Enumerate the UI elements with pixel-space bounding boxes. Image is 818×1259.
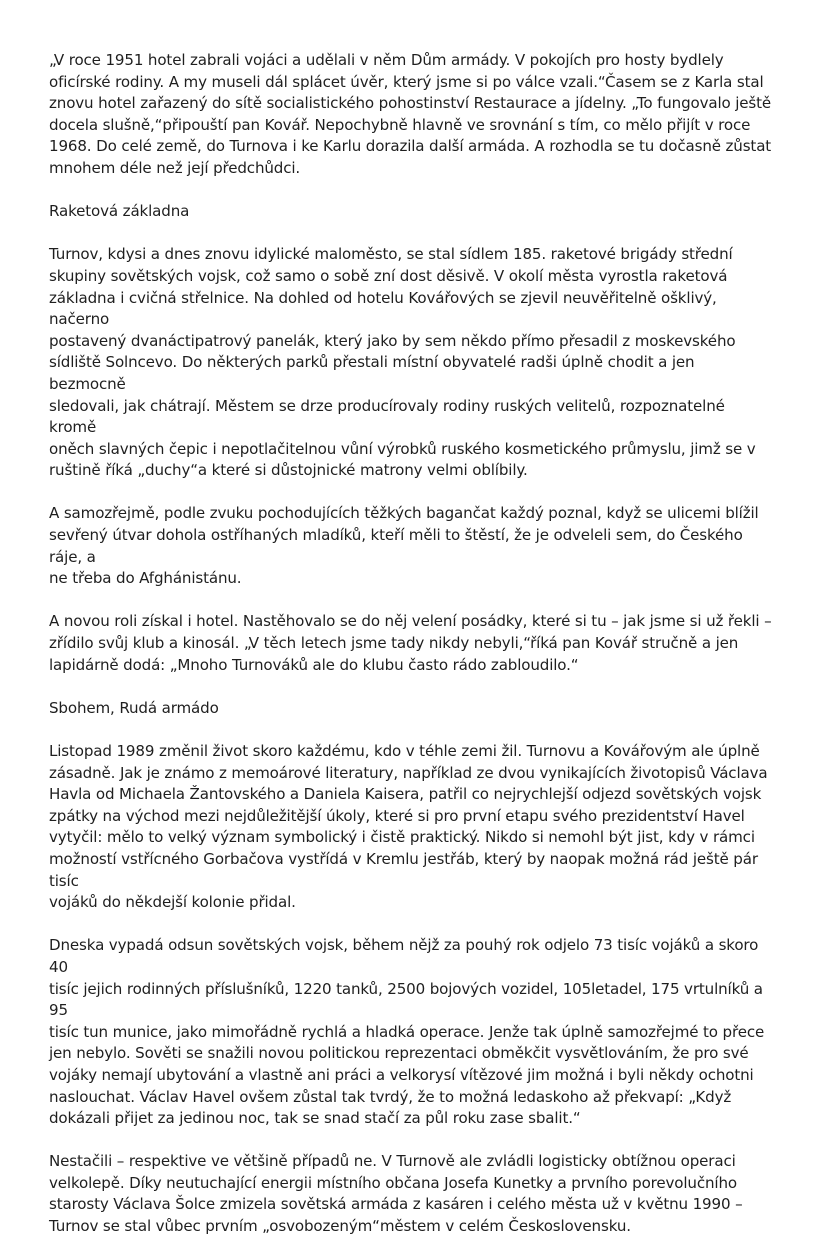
paragraph-turnov-brigade: Turnov, kdysi a dnes znovu idylické maloměsto, se stal sídlem 185. raketové brigády střední skupiny sovětských vojsk, což samo o sobě zní dost děsivě. V okolí města vyrostla raketová základna i cvičná střelnice. Na dohled od hotelu Kovářových se zjevil neuvěřitelně ošklivý, načerno postavený dvanáctipatrový panelák, který jako by sem někdo přímo přesadil z moskevského sídliště Solncevo. Do některých parků přestali místní obyvatelé radši úplně chodit a jen bezmocně sledovali, jak chátrají. Městem se drze producírovaly rodiny ruských velitelů, rozpoznatelné kromě oněch slavných čepic i nepotlačitelnou vůní výrobků ruského kosmetického průmyslu, jimž se v ruštině říká „duchy“a které si důstojnické matrony velmi oblíbily. <box>49 245 756 480</box>
paragraph-troop-withdrawal: Dneska vypadá odsun sovětských vojsk, během nějž za pouhý rok odjelo 73 tisíc vojáků a skoro 40 tisíc jejich rodinných příslušníků, 1220 tanků, 2500 bojových vozidel, 105letadel, 175 vrtulníků a 95 tisíc tun munice, jako mimořádně rychlá a hladká operace. Jenže tak úplně samozřejmé to přece jen nebylo. Sověti se snažili novou politickou reprezentaci obměkčit vysvětlováním, že pro své vojáky nemají ubytování a vlastně ani práci a velkorysí vítězové jim možná i byli někdy ochotni naslouchat. Václav Havel ovšem zůstal tak tvrdý, že to možná ledaskoho až překvapí: „Když dokázali přijet za jedinou noc, tak se snad stačí za půl roku zase sbalit.“ <box>49 936 765 1128</box>
article-body <box>49 50 774 1259</box>
paragraph-hotel-dum-armady: „V roce 1951 hotel zabrali vojáci a udělali v něm Dům armády. V pokojích pro hosty bydlely oficírské rodiny. A my museli dál splácet úvěr, který jsme si po válce vzali.“Časem se z Karla stal znovu hotel zařazený do sítě socialistického pohostinství Restaurace a jídelny. „To fungovalo ještě docela slušně,“připouští pan Kovář. Nepochybně hlavně ve srovnání s tím, co mělo přijít v roce 1968. Do celé země, do Turnova i ke Karlu dorazila další armáda. A rozhodla se tu dočasně zůstat mnohem déle než její předchůdci. <box>49 51 772 177</box>
paragraph-hotel-new-role: A novou roli získal i hotel. Nastěhovalo se do něj velení posádky, které si tu – jak jsme si už řekli – zřídilo svůj klub a kinosál. „V těch letech jsme tady nikdy nebyli,“říká pan Kovář stručně a jen lapidárně dodá: „Mnoho Turnováků ale do klubu často rádo zabloudilo.“ <box>49 612 772 674</box>
paragraph-turnov-liberated: Nestačili – respektive ve většině případů ne. V Turnově ale zvládli logisticky obtížnou operaci velkolepě. Díky neutuchající energii místního občana Josefa Kunetky a prvního porevolučního starosty Václava Šolce zmizela sovětská armáda z kasáren i celého města už v květnu 1990 – Turnov se stal vůbec prvním „osvobozeným“městem v celém Československu. <box>49 1152 743 1236</box>
section-heading-raketova-zakladna: Raketová základna <box>49 202 190 221</box>
section-heading-sbohem-ruda-armado: Sbohem, Rudá armádo <box>49 698 219 717</box>
paragraph-marching-soldiers: A samozřejmě, podle zvuku pochodujících těžkých bagančat každý poznal, když se ulicemi blížil sevřený útvar dohola ostříhaných mladíků, kteří měli to štěstí, že je odveleli sem, do Českého ráje, a ne třeba do Afghánistánu. <box>49 504 759 588</box>
paragraph-november-1989: Listopad 1989 změnil život skoro každému, kdo v téhle zemi žil. Turnovu a Kovářovým ale úplně zásadně. Jak je známo z memoárové literatury, například ze dvou vynikajících životopisů Václava Havla od Michaela Žantovského a Daniela Kaisera, patřil co nejrychlejší odjezd sovětských vojsk zpátky na východ mezi nejdůležitější úkoly, které si pro první etapu svého prezidentství Havel vytyčil: mělo to velký význam symbolický i čistě praktický. Nikdo si nemohl být jist, kdy v rámci možností vstřícného Gorbačova vystřídá v Kremlu jestřáb, který by naopak možná rád ještě pár tisíc vojáků do někdejší kolonie přidal. <box>49 742 768 912</box>
